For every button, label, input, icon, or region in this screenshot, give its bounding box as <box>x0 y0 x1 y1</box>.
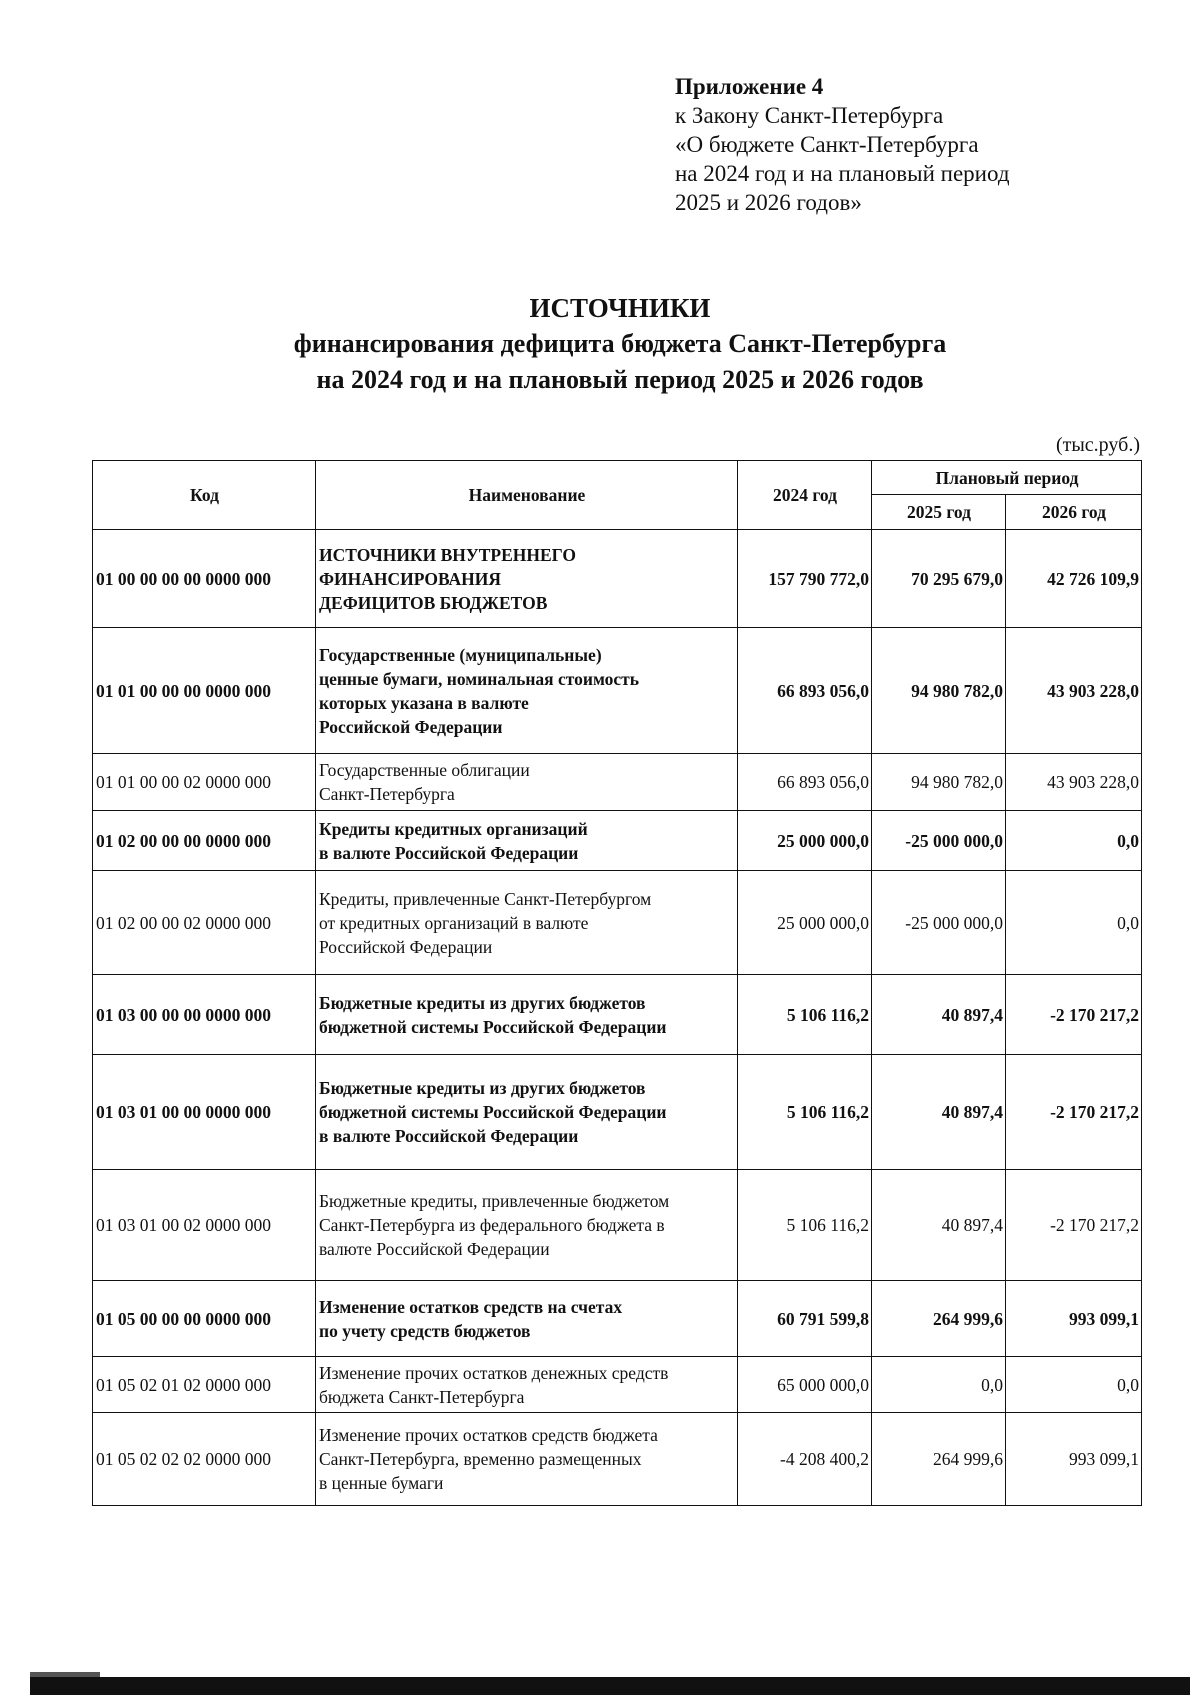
cell-y2024: 65 000 000,0 <box>738 1357 872 1413</box>
cell-y2024: 66 893 056,0 <box>738 754 872 811</box>
cell-name-line: Изменение остатков средств на счетах <box>319 1296 623 1317</box>
cell-y2026: 993 099,1 <box>1006 1281 1142 1357</box>
cell-y2026: -2 170 217,2 <box>1006 975 1142 1055</box>
cell-code: 01 05 02 02 02 0000 000 <box>93 1413 316 1506</box>
header-2024: 2024 год <box>738 461 872 530</box>
cell-y2025: -25 000 000,0 <box>872 871 1006 975</box>
cell-code: 01 01 00 00 00 0000 000 <box>93 628 316 754</box>
cell-y2024: 25 000 000,0 <box>738 871 872 975</box>
cell-name-line: бюджета Санкт-Петербурга <box>319 1386 525 1407</box>
cell-name-line: Бюджетные кредиты из других бюджетов <box>319 992 646 1013</box>
cell-y2024: 5 106 116,2 <box>738 1170 872 1281</box>
table-row <box>93 1281 1142 1357</box>
cell-name-line: Государственные (муниципальные) <box>319 644 602 665</box>
header-planned-period: Плановый период <box>872 461 1142 495</box>
cell-name <box>316 754 738 811</box>
cell-y2024: -4 208 400,2 <box>738 1413 872 1506</box>
table-row <box>93 811 1142 871</box>
cell-name <box>316 628 738 754</box>
header-2026: 2026 год <box>1006 495 1142 530</box>
cell-name-line: в валюте Российской Федерации <box>319 1126 579 1146</box>
cell-name-line: ценные бумаги, номинальная стоимость <box>319 668 640 689</box>
cell-name-line: Кредиты, привлеченные Санкт-Петербургом <box>319 888 652 909</box>
title-subtitle-2: на 2024 год и на плановый период 2025 и 2026 годов <box>316 365 924 394</box>
cell-y2025: 264 999,6 <box>872 1413 1006 1506</box>
cell-code: 01 03 01 00 00 0000 000 <box>93 1055 316 1170</box>
cell-code: 01 02 00 00 00 0000 000 <box>93 811 316 871</box>
cell-name-line: Санкт-Петербурга из федерального бюджета в <box>319 1215 665 1235</box>
title-subtitle-1: финансирования дефицита бюджета Санкт-Петербурга <box>293 329 947 358</box>
cell-name-line: Изменение прочих остатков средств бюджета <box>319 1425 658 1445</box>
cell-name-line: в валюте Российской Федерации <box>319 842 579 863</box>
cell-name-line: Бюджетные кредиты, привлеченные бюджетом <box>319 1191 670 1211</box>
table-row <box>93 1413 1142 1506</box>
appendix-number: Приложение 4 <box>675 74 824 99</box>
cell-code: 01 01 00 00 02 0000 000 <box>93 754 316 811</box>
cell-y2024: 157 790 772,0 <box>738 530 872 628</box>
cell-name-line: Российской Федерации <box>319 716 503 737</box>
cell-name-line: Изменение прочих остатков денежных средств <box>319 1362 669 1383</box>
cell-y2025: 264 999,6 <box>872 1281 1006 1357</box>
units-label: (тыс.руб.) <box>1055 434 1140 456</box>
cell-name <box>316 1413 738 1506</box>
cell-name-line: Государственные облигации <box>319 760 530 780</box>
cell-name-line: валюте Российской Федерации <box>319 1239 550 1259</box>
cell-y2024: 66 893 056,0 <box>738 628 872 754</box>
cell-y2026: 43 903 228,0 <box>1006 628 1142 754</box>
cell-code: 01 02 00 00 02 0000 000 <box>93 871 316 975</box>
cell-code: 01 03 00 00 00 0000 000 <box>93 975 316 1055</box>
cell-y2026: -2 170 217,2 <box>1006 1170 1142 1281</box>
cell-name-line: от кредитных организаций в валюте <box>319 912 589 933</box>
cell-name <box>316 811 738 871</box>
cell-y2026: -2 170 217,2 <box>1006 1055 1142 1170</box>
table-row <box>93 975 1142 1055</box>
cell-y2026: 0,0 <box>1006 1357 1142 1413</box>
cell-y2026: 0,0 <box>1006 871 1142 975</box>
table-row <box>93 1357 1142 1413</box>
appendix-line: на 2024 год и на плановый период <box>675 161 1010 186</box>
cell-name <box>316 530 738 628</box>
cell-name-line: Кредиты кредитных организаций <box>319 818 588 839</box>
cell-name <box>316 871 738 975</box>
cell-code: 01 00 00 00 00 0000 000 <box>93 530 316 628</box>
cell-y2025: 94 980 782,0 <box>872 628 1006 754</box>
cell-name-line: в ценные бумаги <box>319 1473 444 1493</box>
cell-name <box>316 975 738 1055</box>
title-main: ИСТОЧНИКИ <box>529 293 711 323</box>
table-body <box>93 530 1142 1506</box>
header-2025: 2025 год <box>872 495 1006 530</box>
cell-y2025: 0,0 <box>872 1357 1006 1413</box>
cell-name <box>316 1170 738 1281</box>
table-row <box>93 871 1142 975</box>
cell-y2024: 60 791 599,8 <box>738 1281 872 1357</box>
cell-y2025: 40 897,4 <box>872 975 1006 1055</box>
cell-y2025: -25 000 000,0 <box>872 811 1006 871</box>
cell-name-line: бюджетной системы Российской Федерации <box>319 1016 667 1037</box>
table-row <box>93 628 1142 754</box>
cell-name-line: ДЕФИЦИТОВ БЮДЖЕТОВ <box>319 592 548 613</box>
cell-code: 01 05 02 01 02 0000 000 <box>93 1357 316 1413</box>
cell-y2024: 25 000 000,0 <box>738 811 872 871</box>
cell-name-line: которых указана в валюте <box>319 692 529 713</box>
appendix-line: к Закону Санкт-Петербурга <box>675 103 944 128</box>
cell-name-line: по учету средств бюджетов <box>319 1320 531 1341</box>
cell-y2024: 5 106 116,2 <box>738 975 872 1055</box>
header-code: Код <box>93 461 316 530</box>
cell-y2025: 70 295 679,0 <box>872 530 1006 628</box>
document-title <box>0 290 1200 398</box>
financing-sources-table <box>92 460 1142 1506</box>
cell-name <box>316 1281 738 1357</box>
cell-name-line: бюджетной системы Российской Федерации <box>319 1102 667 1122</box>
appendix-line: «О бюджете Санкт-Петербурга <box>675 132 979 157</box>
cell-name-line: Российской Федерации <box>319 936 493 957</box>
table-row <box>93 1055 1142 1170</box>
cell-y2026: 42 726 109,9 <box>1006 530 1142 628</box>
cell-name-line: Санкт-Петербурга, временно размещенных <box>319 1449 642 1469</box>
cell-y2026: 0,0 <box>1006 811 1142 871</box>
appendix-line: 2025 и 2026 годов» <box>675 190 862 215</box>
cell-code: 01 03 01 00 02 0000 000 <box>93 1170 316 1281</box>
cell-name-line: ФИНАНСИРОВАНИЯ <box>319 568 502 589</box>
table-row <box>93 530 1142 628</box>
cell-y2026: 993 099,1 <box>1006 1413 1142 1506</box>
cell-y2025: 40 897,4 <box>872 1170 1006 1281</box>
scan-edge-bar <box>30 1677 1190 1695</box>
cell-y2025: 40 897,4 <box>872 1055 1006 1170</box>
cell-code: 01 05 00 00 00 0000 000 <box>93 1281 316 1357</box>
cell-y2024: 5 106 116,2 <box>738 1055 872 1170</box>
header-name: Наименование <box>316 461 738 530</box>
cell-name-line: ИСТОЧНИКИ ВНУТРЕННЕГО <box>319 544 576 565</box>
cell-name-line: Бюджетные кредиты из других бюджетов <box>319 1078 646 1098</box>
cell-name <box>316 1055 738 1170</box>
appendix-note <box>675 72 1010 217</box>
cell-name <box>316 1357 738 1413</box>
cell-name-line: Санкт-Петербурга <box>319 784 455 804</box>
table-row <box>93 1170 1142 1281</box>
cell-y2025: 94 980 782,0 <box>872 754 1006 811</box>
table-row <box>93 754 1142 811</box>
cell-y2026: 43 903 228,0 <box>1006 754 1142 811</box>
